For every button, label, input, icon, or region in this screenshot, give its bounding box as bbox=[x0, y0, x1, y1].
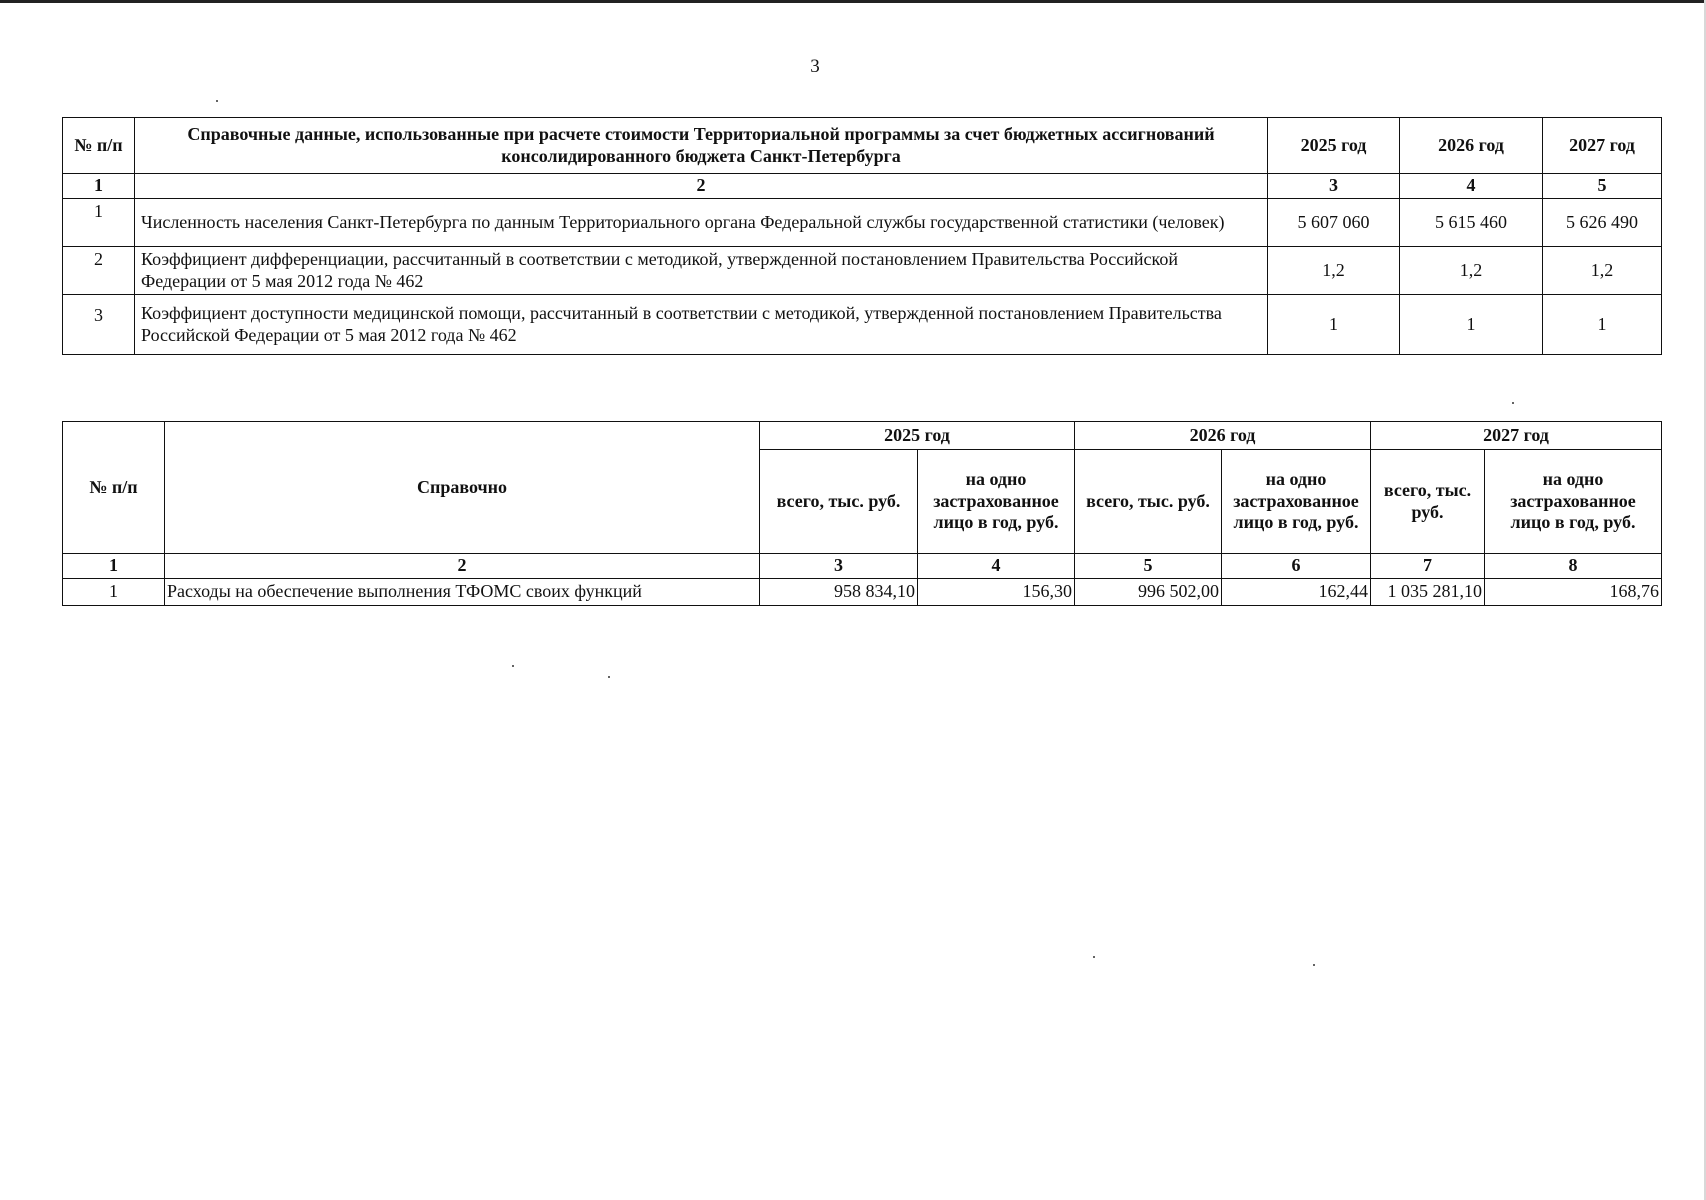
row-desc: Коэффициент дифференциации, рассчитанный в соответствии с методикой, утвержденной постановлением Правительства Российской Федерации от 5 мая 2012 года № 462 bbox=[135, 247, 1268, 295]
row-num: 1 bbox=[63, 579, 165, 606]
row-value-2027: 5 626 490 bbox=[1543, 199, 1662, 247]
table2-header-desc: Справочно bbox=[165, 422, 760, 554]
page-number: 3 bbox=[810, 56, 820, 77]
row-per-person-2025: 156,30 bbox=[918, 579, 1075, 606]
row-total-2026: 996 502,00 bbox=[1075, 579, 1222, 606]
scan-speck bbox=[512, 665, 514, 667]
table2-header-2027: 2027 год bbox=[1371, 422, 1662, 450]
table1-colnum: 4 bbox=[1400, 174, 1543, 199]
table2-column-numbers bbox=[63, 554, 1662, 579]
table2-colnum: 3 bbox=[760, 554, 918, 579]
table-row bbox=[63, 295, 1662, 355]
table1-colnum: 2 bbox=[135, 174, 1268, 199]
table-row bbox=[63, 247, 1662, 295]
row-desc: Коэффициент доступности медицинской помощи, рассчитанный в соответствии с методикой, утвержденной постановлением Правительства Российской Федерации от 5 мая 2012 года № 462 bbox=[135, 295, 1268, 355]
row-value-2025: 1,2 bbox=[1268, 247, 1400, 295]
table1-header-row bbox=[63, 118, 1662, 174]
table-row bbox=[63, 579, 1662, 606]
row-value-2027: 1,2 bbox=[1543, 247, 1662, 295]
table2-header-total-2027: всего, тыс. руб. bbox=[1371, 450, 1485, 554]
table1-header-desc: Справочные данные, использованные при расчете стоимости Территориальной программы за счет бюджетных ассигнований консолидированного бюджета Санкт-Петербурга bbox=[135, 118, 1268, 174]
row-value-2026: 5 615 460 bbox=[1400, 199, 1543, 247]
row-total-2027: 1 035 281,10 bbox=[1371, 579, 1485, 606]
table1-colnum: 3 bbox=[1268, 174, 1400, 199]
reference-data-table bbox=[62, 117, 1662, 355]
table2-colnum: 7 bbox=[1371, 554, 1485, 579]
row-per-person-2027: 168,76 bbox=[1485, 579, 1662, 606]
scan-top-border bbox=[0, 0, 1706, 3]
table2-header-total-2025: всего, тыс. руб. bbox=[760, 450, 918, 554]
table1-header-num: № п/п bbox=[63, 118, 135, 174]
table1-header-2026: 2026 год bbox=[1400, 118, 1543, 174]
table2-colnum: 4 bbox=[918, 554, 1075, 579]
table1-header-2027: 2027 год bbox=[1543, 118, 1662, 174]
table1-column-numbers bbox=[63, 174, 1662, 199]
table2-header-per-person-2026: на одно застрахованное лицо в год, руб. bbox=[1222, 450, 1371, 554]
scan-speck bbox=[216, 100, 218, 102]
row-num: 3 bbox=[63, 295, 135, 355]
table2-header-total-2026: всего, тыс. руб. bbox=[1075, 450, 1222, 554]
table2-colnum: 2 bbox=[165, 554, 760, 579]
row-num: 2 bbox=[63, 247, 135, 295]
row-value-2027: 1 bbox=[1543, 295, 1662, 355]
table2-header-per-person-2027: на одно застрахованное лицо в год, руб. bbox=[1485, 450, 1662, 554]
table2-header-num: № п/п bbox=[63, 422, 165, 554]
row-desc: Расходы на обеспечение выполнения ТФОМС своих функций bbox=[165, 579, 760, 606]
table2-header-2025: 2025 год bbox=[760, 422, 1075, 450]
row-desc: Численность населения Санкт-Петербурга по данным Территориального органа Федеральной службы государственной статистики (человек) bbox=[135, 199, 1268, 247]
scan-speck bbox=[1313, 964, 1315, 966]
row-total-2025: 958 834,10 bbox=[760, 579, 918, 606]
table-row bbox=[63, 199, 1662, 247]
row-per-person-2026: 162,44 bbox=[1222, 579, 1371, 606]
row-value-2026: 1,2 bbox=[1400, 247, 1543, 295]
row-value-2026: 1 bbox=[1400, 295, 1543, 355]
table1-colnum: 1 bbox=[63, 174, 135, 199]
table1-colnum: 5 bbox=[1543, 174, 1662, 199]
scan-speck bbox=[608, 676, 610, 678]
table2-colnum: 1 bbox=[63, 554, 165, 579]
scan-speck bbox=[1512, 402, 1514, 404]
table2-year-header-row bbox=[63, 422, 1662, 450]
table2-colnum: 5 bbox=[1075, 554, 1222, 579]
table2-colnum: 8 bbox=[1485, 554, 1662, 579]
row-value-2025: 5 607 060 bbox=[1268, 199, 1400, 247]
row-num: 1 bbox=[63, 199, 135, 247]
table2-header-per-person-2025: на одно застрахованное лицо в год, руб. bbox=[918, 450, 1075, 554]
tfoms-expenses-table bbox=[62, 421, 1662, 606]
table2-header-2026: 2026 год bbox=[1075, 422, 1371, 450]
row-value-2025: 1 bbox=[1268, 295, 1400, 355]
table2-colnum: 6 bbox=[1222, 554, 1371, 579]
table1-header-2025: 2025 год bbox=[1268, 118, 1400, 174]
scan-speck bbox=[1093, 956, 1095, 958]
